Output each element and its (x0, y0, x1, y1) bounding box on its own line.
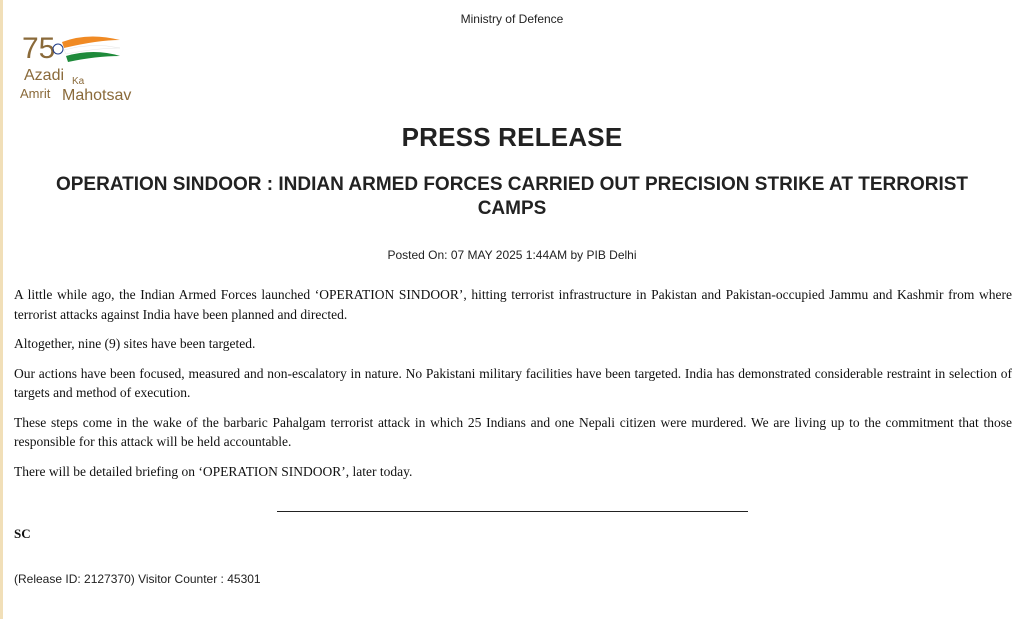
logo-amrit-text: Amrit (20, 86, 51, 101)
logo-svg (18, 28, 158, 108)
logo-azadi-text: Azadi (24, 67, 65, 84)
page-left-border (0, 0, 3, 619)
divider (277, 511, 748, 512)
ministry-name: Ministry of Defence (460, 12, 564, 26)
paragraph-1: A little while ago, the Indian Armed Forces launched ‘OPERATION SINDOOR’, hitting terrorist infrastructure in Pakistan and Pakistan-occupied Jammu and Kashmir from where terrorist attacks against India have been planned and directed. (14, 287, 1012, 322)
press-release-title: PRESS RELEASE (401, 122, 623, 152)
green-swoosh-icon (66, 52, 120, 62)
posted-on: Posted On: 07 MAY 2025 1:44AM by PIB Delhi (387, 248, 637, 262)
release-info: (Release ID: 2127370) Visitor Counter : 45301 (14, 572, 261, 586)
headline: OPERATION SINDOOR : INDIAN ARMED FORCES CARRIED OUT PRECISION STRIKE AT TERRORIST CAMPS (55, 174, 969, 219)
paragraph-5: There will be detailed briefing on ‘OPERATION SINDOOR’, later today. (14, 463, 413, 479)
article-body (14, 285, 1012, 491)
logo-ka-text: Ka (72, 76, 85, 87)
signoff-initials: SC (14, 526, 31, 541)
paragraph-4: These steps come in the wake of the barbaric Pahalgam terrorist attack in which 25 Indians and one Nepali citizen were murdered. We are living up to the commitment that those responsible for this attack will be held accountable. (14, 414, 1012, 449)
paragraph-3: Our actions have been focused, measured and non-escalatory in nature. No Pakistani military facilities have been targeted. India has demonstrated considerable restraint in selection of targets and method of execution. (14, 365, 1012, 400)
paragraph-2: Altogether, nine (9) sites have been targeted. (14, 336, 256, 351)
logo-mahotsav-text: Mahotsav (62, 87, 132, 104)
logo-75-text: 75 (22, 32, 56, 65)
azadi-ka-amrit-mahotsav-logo (18, 28, 158, 108)
